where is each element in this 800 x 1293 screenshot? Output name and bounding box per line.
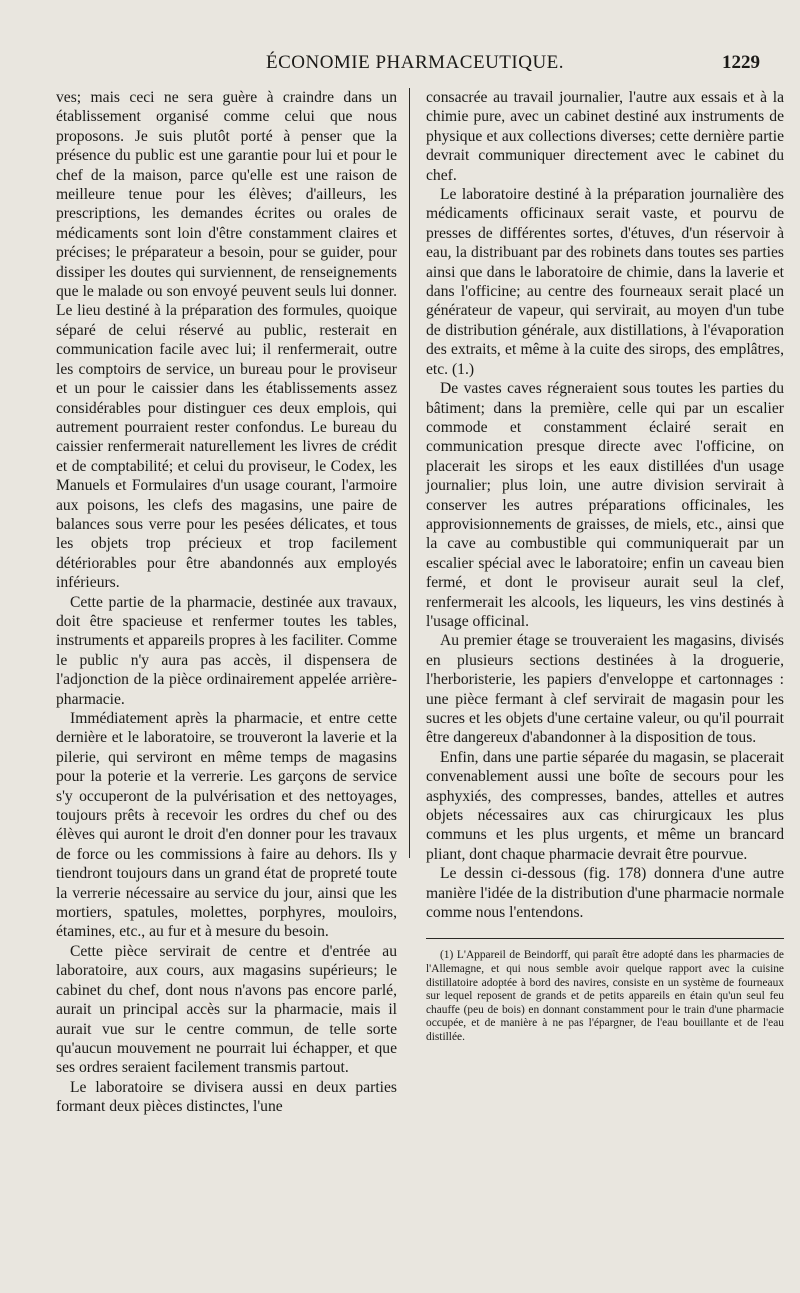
running-header — [60, 52, 770, 78]
paragraph: Cette partie de la pharmacie, destinée aux travaux, doit être spacieuse et renfermer toutes les tables, instruments et appareils propres à les faciliter. Comme le public n'y aura pas accès, il dispensera de l'adjonction de la pièce ordinairement appelée arrière-pharmacie. — [56, 593, 397, 708]
running-title: ÉCONOMIE PHARMACEUTIQUE. — [265, 52, 565, 73]
paragraph: Cette pièce servirait de centre et d'entrée au laboratoire, aux cours, aux magasins supérieurs; le cabinet du chef, dont nous n'avons pas encore parlé, aurait un principal accès sur la pharmacie, mais il aurait vue sur le centre commun, de telle sorte qu'aucun mouvement ne pourrait lui échapper, et que ses ordres seraient facilement transmis partout. — [56, 942, 397, 1077]
paragraph: Le dessin ci-dessous (fig. 178) donnera d'une autre manière l'idée de la distribution d'une pharmacie normale comme nous l'entendons. — [426, 865, 784, 922]
paragraph: De vastes caves régneraient sous toutes les parties du bâtiment; dans la première, celle qui par un escalier commode et constamment éclairé serait en communication presque directe avec l'officine, on placerait les sirops et les eaux distillées d'un usage journalier; plus loin, une autre division servirait à conserver les autres préparations officinales, les approvisionnements de graisses, de miels, etc., ainsi que la cave au combustible qui communiquerait par un escalier spécial avec le laboratoire; enfin un caveau bien fermé, et dont le proviseur aurait seul la clef, renfermerait les alcools, les liqueurs, les vins destinés à l'usage officinal. — [426, 380, 784, 630]
column-divider — [409, 88, 410, 858]
left-column — [56, 88, 397, 1253]
paragraph: Enfin, dans une partie séparée du magasin, se placerait convenablement aussi une boîte de secours pour les asphyxiés, des compresses, bandes, attelles et autres objets nécessaires aux cas chirurgicaux les plus communs et les plus urgents, et même un brancard pliant, dont chaque pharmacie devrait être pourvue. — [426, 748, 784, 863]
paragraph: ves; mais ceci ne sera guère à craindre dans un établissement organisé comme celui que nous proposons. Je suis plutôt porté à penser que la présence du public est une garantie pour lui et pour le chef de la maison, parce qu'elle est une raison de meilleure tenue pour les élèves; d'ailleurs, les prescriptions, les demandes écrites ou orales de médicaments sont loin d'être constamment claires et précises; le préparateur a besoin, pour se guider, pour dissiper les doutes qui surviennent, de renseignements que le malade ou son envoyé peuvent seuls lui donner. Le lieu destiné à la préparation des formules, quoique séparé de celui réservé au public, resterait en communication facile avec lui; il renfermerait, outre les comptoirs de service, un bureau pour le proviseur et un pour le caissier dans les établissements assez considérables pour distinguer ces deux emplois, qui autrement pourraient rester confondus. Le bureau du caissier renfermerait naturellement les livres de crédit et de comptabilité; et celui du proviseur, le Codex, les Manuels et Formulaires d'un usage courant, l'armoire aux poisons, les clefs des magasins, une paire de balances sous verre pour les pesées délicates, et tous les objets trop précieux et trop facilement détériorables pour être abandonnés aux employés inférieurs. — [56, 89, 397, 592]
paragraph: Le laboratoire se divisera aussi en deux parties formant deux pièces distinctes, l'une — [56, 1078, 397, 1116]
paragraph: Au premier étage se trouveraient les magasins, divisés en plusieurs sections destinées à la droguerie, l'herboristerie, les papiers d'enveloppe et cartonnages : une pièce fermant à clef servirait de magasin pour les sucres et les objets d'une certaine valeur, ou qu'il pourrait être dangereux d'abandonner à la disposition de tous. — [426, 632, 784, 747]
paragraph: Immédiatement après la pharmacie, et entre cette dernière et le laboratoire, se trouveront la laverie et la pilerie, qui serviront en même temps de magasins pour la poterie et la verrerie. Les garçons de service s'y occuperont de la pulvérisation et des nettoyages, toujours prêts à recevoir les ordres du chef ou des élèves qui auront le droit d'en donner pour les travaux de force ou les commissions à faire au dehors. Ils y tiendront toujours dans un grand état de propreté toute la verrerie nécessaire au service du jour, ainsi que les mortiers, spatules, molettes, porphyres, mouloirs, étamines, etc., au fur et à mesure du besoin. — [56, 710, 397, 941]
paragraph: consacrée au travail journalier, l'autre aux essais et à la chimie pure, avec un cabinet destiné aux instruments de physique et aux collections diverses; cette dernière partie devrait communiquer directement avec le cabinet du chef. — [426, 89, 784, 184]
footnote: (1) L'Appareil de Beindorff, qui paraît être adopté dans les pharmacies de l'Allemagne, et qui nous semble avoir quelque rapport avec la cuisine distillatoire adoptée à bord des navires, consiste en un système de fourneaux sur lequel reposent de grands et de petits appareils en étain qu'un seul feu chauffe (peu de bois) en donnant constamment pour le train d'une pharmacie occupée, et de manière à ne pas l'épargner, de l'eau bouillante et de l'eau distillée. — [426, 949, 784, 1044]
right-column — [426, 88, 784, 1253]
paragraph: Le laboratoire destiné à la préparation journalière des médicaments officinaux serait vaste, et pourvu de presses de différentes sortes, d'étuves, d'un réservoir à eau, la distribuant par des robinets dans toutes ses parties ainsi que dans le laboratoire de chimie, dans la laverie et dans l'officine; au centre des fourneaux serait placé un générateur de vapeur, qui servirait, au moyen d'un tube de distribution générale, aux distillations, à l'évaporation des extraits, et même à la cuite des sirops, des emplâtres, etc. (1.) — [426, 186, 784, 378]
page-number: 1229 — [722, 52, 760, 73]
footnote-rule — [426, 938, 784, 939]
